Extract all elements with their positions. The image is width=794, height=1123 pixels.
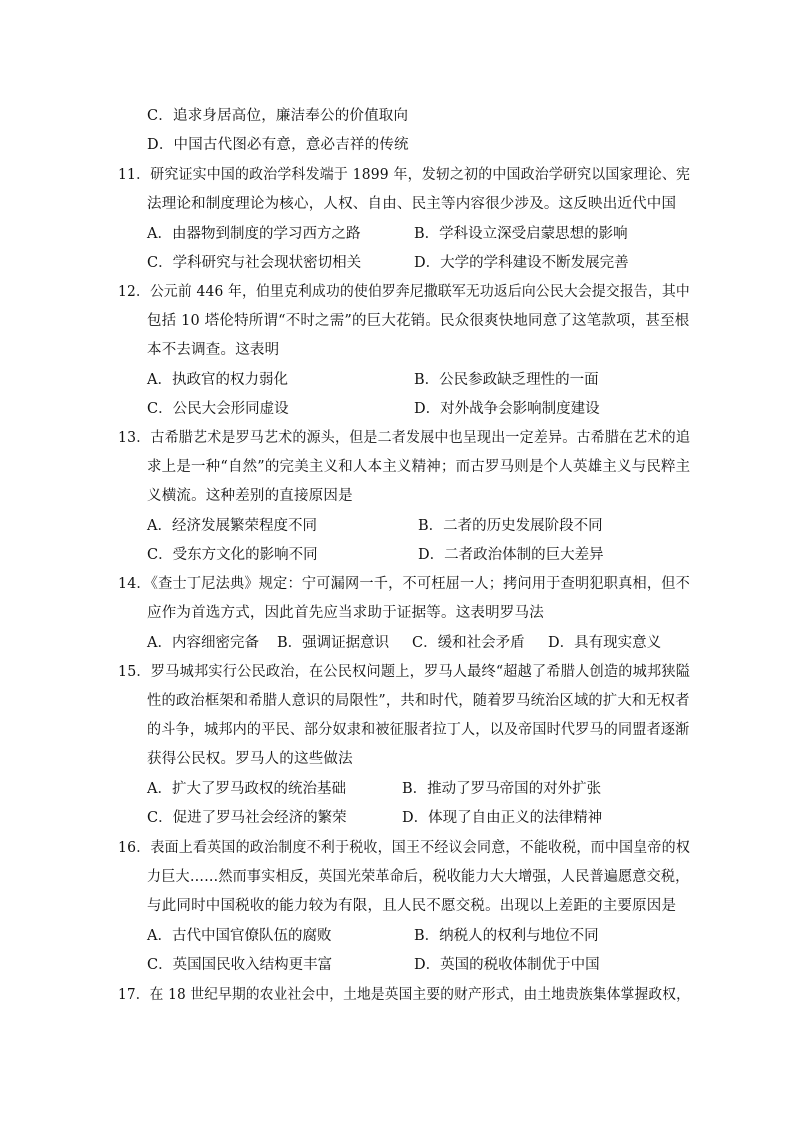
question-15-option-c: C．促进了罗马社会经济的繁荣: [147, 810, 347, 826]
question-11-option-a: A．由器物到制度的学习西方之路: [147, 226, 361, 242]
question-13-option-b: B．二者的历史发展阶段不同: [418, 518, 603, 534]
question-14-option-d: D．具有现实意义: [548, 635, 662, 651]
question-11-option-c: C．学科研究与社会现状密切相关: [147, 255, 362, 271]
question-11-stem-line-2: 法理论和制度理论为核心，人权、自由、民主等内容很少涉及。这反映出近代中国: [147, 196, 677, 212]
question-13-option-a: A．经济发展繁荣程度不同: [147, 518, 317, 534]
question-15-stem-line-1: 15．罗马城邦实行公民政治，在公民权问题上，罗马人最终“超越了希腊人创造的城邦狭隘: [118, 664, 691, 680]
question-16-option-c: C．英国国民收入结构更丰富: [147, 957, 333, 973]
question-12-stem-line-3: 本不去调查。这表明: [147, 342, 280, 358]
question-16-stem-line-3: 与此同时中国税收的能力较为有限，且人民不愿交税。出现以上差距的主要原因是: [147, 898, 677, 914]
question-14-option-c: C．缓和社会矛盾: [412, 635, 525, 651]
question-12-stem-line-2: 包括 10 塔伦特所谓“不时之需”的巨大花销。民众很爽快地同意了这笔款项，甚至根: [147, 313, 690, 329]
question-13-stem-line-3: 义横流。这种差别的直接原因是: [147, 488, 353, 504]
question-16-option-b: B．纳税人的权利与地位不同: [414, 928, 599, 944]
question-12-option-c: C．公民大会形同虚设: [147, 401, 289, 417]
question-13-option-c: C．受东方文化的影响不同: [147, 547, 318, 563]
question-14-option-a: A．内容细密完备: [147, 635, 259, 651]
question-15-option-a: A．扩大了罗马政权的统治基础: [147, 781, 346, 797]
question-14-stem-line-2: 应作为首选方式，因此首先应当求助于证据等。这表明罗马法: [147, 605, 544, 621]
question-15-option-d: D．体现了自由正义的法律精神: [402, 810, 603, 826]
question-16-option-a: A．古代中国官僚队伍的腐败: [147, 928, 332, 944]
question-15-stem-line-3: 的斗争，城邦内的平民、部分奴隶和被征服者拉丁人，以及帝国时代罗马的同盟者逐渐: [147, 722, 690, 738]
question-17-stem-line-1: 17．在 18 世纪早期的农业社会中，土地是英国主要的财产形式，由土地贵族集体掌握政权，: [118, 987, 690, 1003]
question-12-stem-line-1: 12．公元前 446 年，伯里克利成功的使伯罗奔尼撒联军无功返后向公民大会提交报告，其中: [118, 284, 690, 300]
question-13-option-d: D．二者政治体制的巨大差异: [418, 547, 604, 563]
question-12-option-b: B．公民参政缺乏理性的一面: [414, 372, 599, 388]
question-14-stem-line-1: 14．《查士丁尼法典》规定：宁可漏网一千，不可枉屈一人；拷问用于查明犯职真相，但不: [118, 576, 691, 592]
question-11-option-d: D．大学的学科建设不断发展完善: [414, 255, 629, 271]
option-c: C．追求身居高位，廉洁奉公的价值取向: [147, 108, 409, 124]
question-16-stem-line-2: 力巨大……然而事实相反，英国光荣革命后，税收能力大大增强，人民普遍愿意交税，: [147, 869, 690, 885]
question-13-stem-line-1: 13．古希腊艺术是罗马艺术的源头，但是二者发展中也呈现出一定差异。古希腊在艺术的追: [118, 430, 691, 446]
question-16-option-d: D．英国的税收体制优于中国: [414, 957, 600, 973]
question-12-option-a: A．执政官的权力弱化: [147, 372, 288, 388]
question-12-option-d: D．对外战争会影响制度建设: [414, 401, 600, 417]
option-d: D．中国古代图必有意，意必吉祥的传统: [147, 137, 409, 153]
question-16-stem-line-1: 16．表面上看英国的政治制度不利于税收，国王不经议会同意，不能收税，而中国皇帝的权: [118, 840, 691, 856]
question-15-stem-line-2: 性的政治框架和希腊人意识的局限性”，共和时代，随着罗马统治区域的扩大和无权者: [147, 693, 690, 709]
question-11-option-b: B．学科设立深受启蒙思想的影响: [414, 226, 628, 242]
question-15-option-b: B．推动了罗马帝国的对外扩张: [402, 781, 602, 797]
question-13-stem-line-2: 求上是一种“自然”的完美主义和人本主义精神；而古罗马则是个人英雄主义与民粹主: [147, 459, 691, 475]
question-14-option-b: B．强调证据意识: [277, 635, 390, 651]
question-15-stem-line-4: 获得公民权。罗马人的这些做法: [147, 751, 353, 767]
question-11-stem-line-1: 11．研究证实中国的政治学科发端于 1899 年，发轫之初的中国政治学研究以国家理论、宪: [118, 167, 691, 183]
